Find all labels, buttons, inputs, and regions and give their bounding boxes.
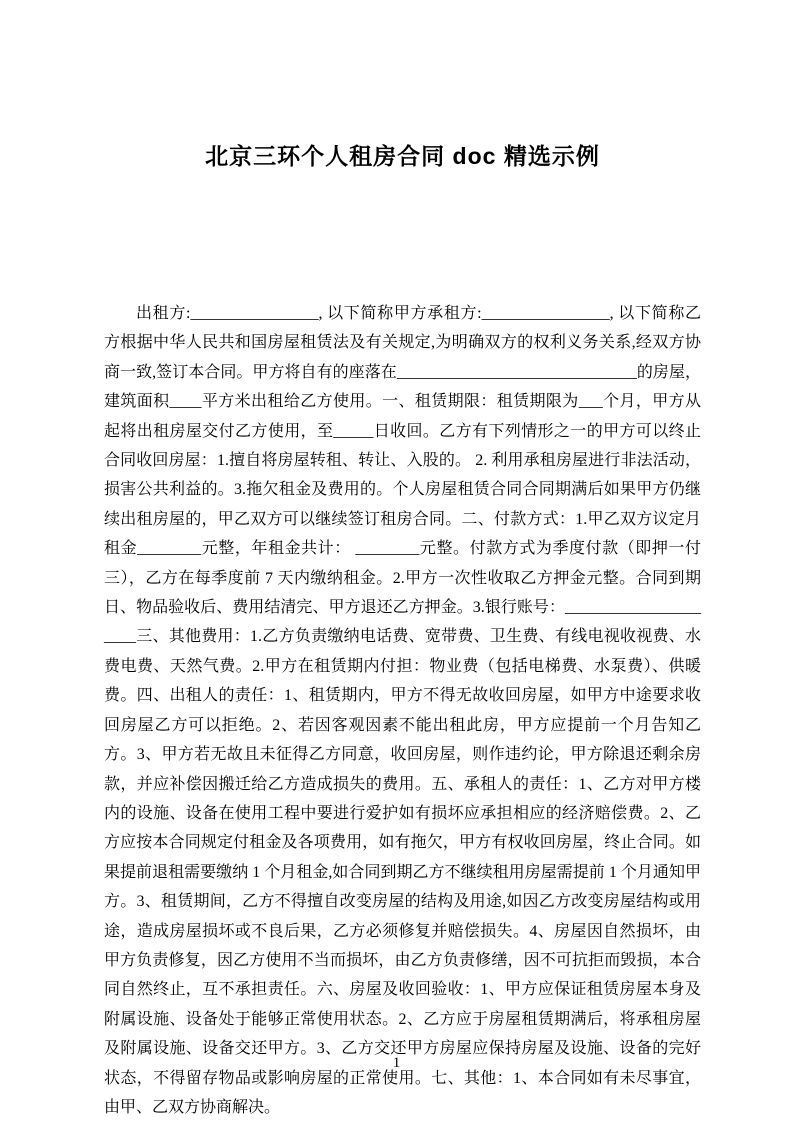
document-title: 北京三环个人租房合同 doc 精选示例	[205, 143, 600, 169]
document-body-text: 出租方:________________, 以下简称甲方承租方:________________, 以下简称乙方根据中华人民共和国房屋租赁法及有关规定,为明确双方的权利义务关系,经双方协商一致,签订本合同。甲方将自有的座落在______________________________的房屋，建筑面积____平方米出租给乙方使用。一、租赁期限：租赁期限为___个月，甲方从起将出租房屋交付乙方使用，至_____日收回。乙方有下列情形之一的甲方可以终止合同收回房屋：1.擅自将房屋转租、转让、入股的。 2. 利用承租房屋进行非法活动，损害公共利益的。3.拖欠租金及费用的。个人房屋租赁合同合同期满后如果甲方仍继续出租房屋的，甲乙双方可以继续签订租房合同。二、付款方式：1.甲乙双方议定月租金________元整，年租金共计： ________元整。付款方式为季度付款（即押一付三），乙方在每季度前 7 天内缴纳租金。2.甲方一次性收取乙方押金元整。合同到期日、物品验收后、费用结清完、甲方退还乙方押金。3.银行账号：_____________________三、其他费用：1.乙方负责缴纳电话费、宽带费、卫生费、有线电视收视费、水费电费、天然气费。2.甲方在租赁期内付担：物业费（包括电梯费、水泵费）、供暖费。四、出租人的责任：1、租赁期内，甲方不得无故收回房屋，如甲方中途要求收回房屋乙方可以拒绝。2、若因客观因素不能出租此房，甲方应提前一个月告知乙方。3、甲方若无故且未征得乙方同意，收回房屋，则作违约论，甲方除退还剩余房款，并应补偿因搬迁给乙方造成损失的费用。五、承租人的责任：1、乙方对甲方楼内的设施、设备在使用工程中要进行爱护如有损坏应承担相应的经济赔偿费。2、乙方应按本合同规定付租金及各项费用，如有拖欠，甲方有权收回房屋，终止合同。如果提前退租需要缴纳 1 个月租金,如合同到期乙方不继续租用房屋需提前 1 个月通知甲方。3、租赁期间，乙方不得擅自改变房屋的结构及用途,如因乙方改变房屋结构或用途，造成房屋损坏或不良后果，乙方必须修复并赔偿损失。4、房屋因自然损坏，由甲方负责修复，因乙方使用不当而损坏，由乙方负责修缮，因不可抗拒而毁损，本合同自然终止，互不承担责任。六、房屋及收回验收：1、甲方应保证租赁房屋本身及附属设施、设备处于能够正常使用状态。2、乙方应于房屋租赁期满后，将承租房屋及附属设施、设备交还甲方。3、乙方交还甲方房屋应保持房屋及设施、设备的完好状态，不得留存物品或影响房屋的正常使用。七、其他：1、本合同如有未尽事宜，由甲、乙双方协商解决。	[104, 305, 701, 1116]
page-number: 1	[392, 1055, 401, 1071]
